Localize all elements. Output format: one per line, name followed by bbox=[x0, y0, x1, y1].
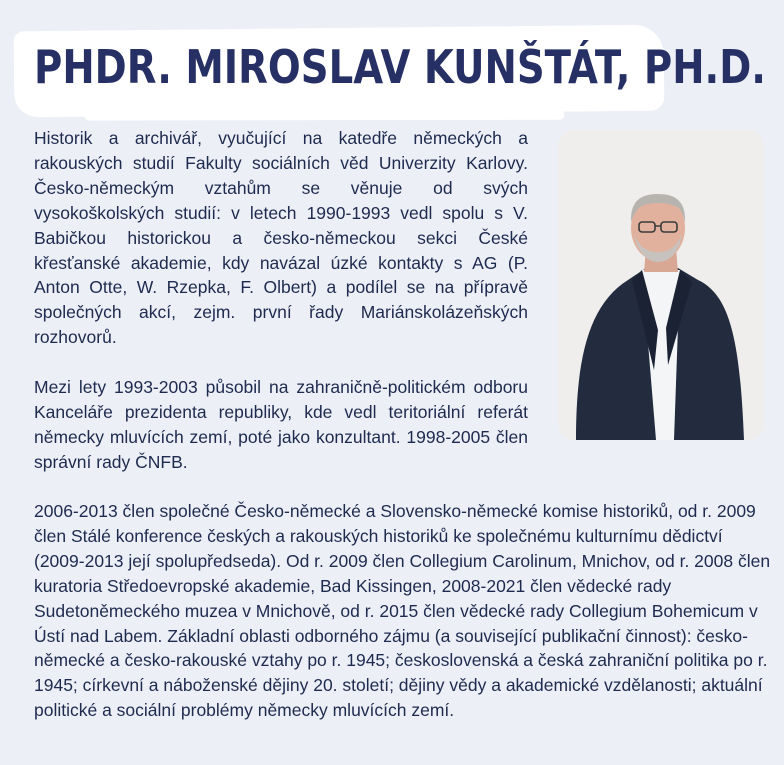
portrait-photo bbox=[558, 130, 764, 440]
bio-paragraph-3: 2006-2013 člen společné Česko-německé a Slovensko-německé komise historiků, od r. 2009 člen Stálé konference českých a rakouských historiků ke společnému kulturnímu dědictví (2009-2013 její spolupředseda). Od r. 2009 člen Collegium Carolinum, Mnichov, od r. 2008 člen kuratoria Středoevropské akademie, Bad Kissingen, 2008-2021 člen vědecké rady Sudetoněmeckého muzea v Mnichově, od r. 2015 člen vědecké rady Collegium Bohemicum v Ústí nad Labem. Základní oblasti odborného zájmu (a související publikační činnost): česko-německé a česko-rakouské vztahy po r. 1945; československá a česká zahraniční politika po r. 1945; církevní a náboženské dějiny 20. století; dějiny vědy a akademické vzdělanosti; aktuální politické a sociální problémy německy mluvících zemí. bbox=[34, 501, 771, 721]
bio-paragraph-2: Mezi lety 1993-2003 působil na zahraničně-politickém odboru Kanceláře prezidenta republiky, kde vedl teritoriální referát německy mluvících zemí, poté jako konzultant. 1998-2005 člen správní rady ČNFB. bbox=[34, 377, 528, 472]
page-title: PHDR. MIROSLAV KUNŠTÁT, PH.D. bbox=[34, 40, 766, 94]
bio-paragraph-1: Historik a archivář, vyučující na katedře německých a rakouských studií Fakulty sociálních věd Univerzity Karlovy. Česko-německým vztahům se věnuje od svých vysokoškolských studií: v letech 1990-1993 vedl spolu s V. Babičkou historickou a česko-německou sekci České křesťanské akademie, kdy navázal úzké kontakty s AG (P. Anton Otte, W. Rzepka, F. Olbert) a podílel se na přípravě společných akcí, zejm. první řady Mariánskolázeňských rozhovorů. bbox=[34, 128, 528, 348]
portrait-illustration bbox=[558, 130, 764, 440]
